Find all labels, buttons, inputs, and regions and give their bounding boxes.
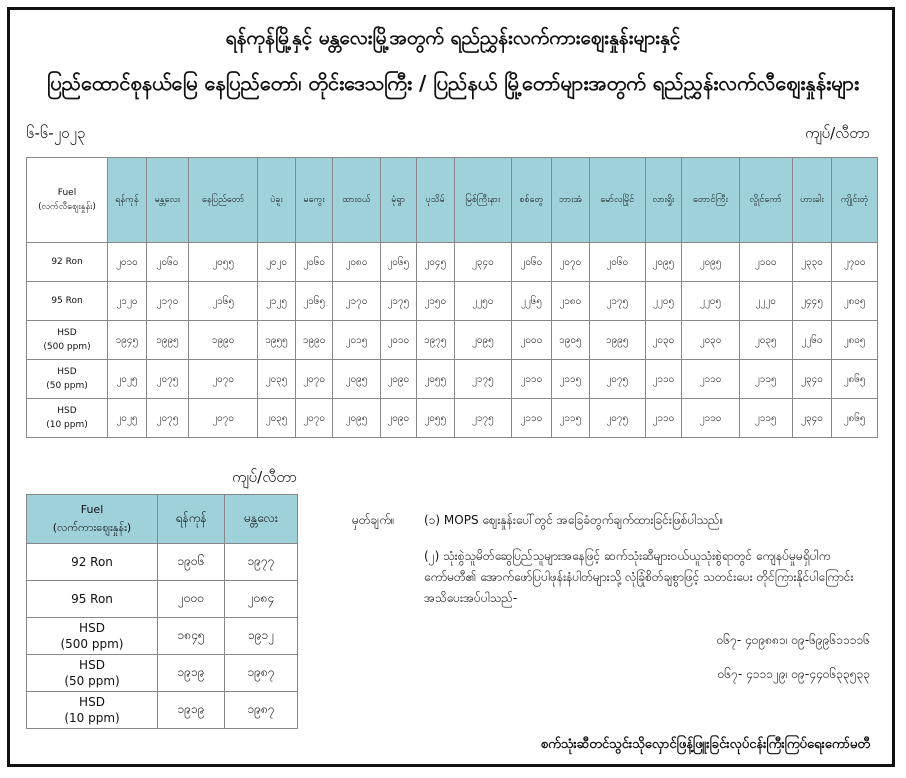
price-cell: ၂၁၇၀ [333, 282, 380, 321]
retail-price-table [26, 157, 878, 438]
price-cell: ၂၁၁၅ [551, 399, 589, 438]
fuel-type-name: HSD [57, 367, 77, 377]
city-header: တောင်ကြီး [682, 158, 740, 243]
price-cell: ၂၂၅၀ [454, 282, 512, 321]
wholesale-price-table [26, 494, 298, 729]
price-cell: ၁၈၄၅ [158, 618, 225, 655]
price-cell: ၂၁၁၀ [512, 399, 552, 438]
price-cell: ၂၀၂၅ [108, 360, 147, 399]
price-cell: ၁၉၁၂ [225, 618, 298, 655]
price-cell: ၂၀၉၀ [380, 360, 416, 399]
price-cell: ၂၂၆၅ [512, 282, 552, 321]
price-cell: ၂၁၆၅ [189, 282, 258, 321]
price-cell: ၂၁၆၅ [295, 282, 333, 321]
price-cell: ၁၉၄၅ [108, 321, 147, 360]
price-cell: ၂၁၁၅ [551, 360, 589, 399]
price-cell: ၁၉၀၆ [158, 544, 225, 581]
price-cell: ၂၁၂၅ [258, 282, 296, 321]
fuel-type-name: HSD [57, 328, 77, 338]
fuel-type-label [27, 618, 158, 655]
fuel-type-spec: (50 ppm) [64, 674, 120, 688]
fuel-type-label [27, 399, 108, 438]
price-cell: ၂၀၅၅ [416, 399, 454, 438]
city-header: မော်လမြိုင် [589, 158, 645, 243]
price-cell: ၂၁၁၀ [682, 360, 740, 399]
price-cell: ၂၀၆၀ [295, 243, 333, 282]
price-cell: ၂၀၇၅ [589, 360, 645, 399]
price-cell: ၂၈၀၅ [832, 282, 878, 321]
price-cell: ၂၀၃၅ [258, 360, 296, 399]
city-header: ဟားခါး [792, 158, 832, 243]
fuel-type-name: HSD [57, 406, 77, 416]
fuel-type-name: 92 Ron [51, 257, 83, 267]
price-cell: ၂၀၉၅ [645, 243, 682, 282]
city-header: မန္တလေး [146, 158, 188, 243]
price-cell: ၂၁၈၀ [551, 282, 589, 321]
price-cell: ၂၀၇၅ [589, 399, 645, 438]
price-cell: ၂၀၉၀ [380, 399, 416, 438]
table-row [27, 282, 878, 321]
price-cell: ၂၁၇၅ [589, 282, 645, 321]
price-cell: ၂၀၈၄ [225, 581, 298, 618]
fuel-type-name: 95 Ron [71, 592, 113, 606]
price-cell: ၂၀၇၀ [551, 243, 589, 282]
price-cell: ၁၉၁၉ [158, 655, 225, 692]
price-cell: ၂၀၉၅ [333, 360, 380, 399]
price-cell: ၂၀၇၅ [146, 360, 188, 399]
wholesale-fuel-header-label: Fuel [80, 503, 104, 516]
fuel-type-label [27, 321, 108, 360]
price-cell: ၂၃၄၀ [792, 360, 832, 399]
price-cell: ၁၉၉၅ [589, 321, 645, 360]
fuel-header-sub: (လက်လီဈေးနှုန်း) [38, 202, 96, 212]
city-header: လားရှိုး [645, 158, 682, 243]
fuel-type-name: HSD [79, 695, 105, 709]
fuel-type-spec: (50 ppm) [46, 381, 88, 391]
wholesale-col-mandalay: မန္တလေး [225, 495, 298, 544]
fuel-type-name: 95 Ron [51, 296, 83, 306]
phone-line-2: ၀၆၇- ၄၁၁၁၂၉၊ ၀၉-၄၄၀၆၃၃၅၃၃ [717, 667, 870, 681]
price-cell: ၂၁၇၅ [454, 360, 512, 399]
fuel-header [27, 158, 108, 243]
fuel-type-name: 92 Ron [71, 555, 113, 569]
price-cell: ၁၉၇၇ [225, 544, 298, 581]
price-cell: ၂၀၂၅ [108, 399, 147, 438]
price-cell: ၂၁၇၅ [380, 282, 416, 321]
city-header: မကွေး [295, 158, 333, 243]
price-cell: ၂၀၅၅ [189, 243, 258, 282]
fuel-type-label [27, 544, 158, 581]
date: ၆-၆-၂၀၂၃ [26, 124, 86, 142]
price-cell: ၂၀၇၀ [295, 360, 333, 399]
wholesale-fuel-header-sub: (လက်ကားဈေးနှုန်း) [52, 521, 132, 534]
price-cell: ၂၄၄၅ [792, 282, 832, 321]
price-cell: ၂၂၀၅ [645, 282, 682, 321]
fuel-type-name: HSD [79, 658, 105, 672]
fuel-type-spec: (10 ppm) [46, 420, 88, 430]
note-2: (၂) သုံးစွဲသူမိတ်ဆွေပြည်သူများအနေဖြင့် ဆက်သုံးဆီများဝယ်ယူသုံးစွဲရာတွင် ကျေနပ်မှုမရှိပါက ကော်မတီ၏ အောက်ဖော်ပြပါဖုန်းနံပါတ်များသို့ လုံခြုံစိတ်ချစွာဖြင့် သတင်းပေး တိုင်ကြားနိုင်ပါကြောင်း အသိပေးအပ်ပါသည်- [424, 549, 854, 605]
city-header: မြစ်ကြီးနား [454, 158, 512, 243]
retail-body [27, 243, 878, 438]
city-header: ပုသိမ် [416, 158, 454, 243]
fuel-type-label [27, 581, 158, 618]
price-cell: ၂၀၇၀ [189, 399, 258, 438]
price-cell: ၂၁၁၀ [645, 399, 682, 438]
note-1: (၁) MOPS ဈေးနှုန်းပေါ်တွင် အခြေခံတွက်ချက်ထားခြင်းဖြစ်ပါသည်။ [424, 513, 724, 527]
price-cell: ၂၀၃၀ [645, 321, 682, 360]
price-cell: ၂၀၀၀ [158, 581, 225, 618]
price-cell: ၂၈၆၅ [832, 399, 878, 438]
wholesale-col-yangon: ရန်ကုန် [158, 495, 225, 544]
price-cell: ၂၀၆၅ [380, 243, 416, 282]
price-cell: ၁၉၈၇ [225, 692, 298, 729]
price-cell: ၂၀၂၀ [258, 243, 296, 282]
price-cell: ၂၀၇၀ [295, 399, 333, 438]
price-cell: ၂၃၃၀ [792, 243, 832, 282]
city-header: ရန်ကုန် [108, 158, 147, 243]
fuel-type-spec: (500 ppm) [43, 342, 91, 352]
fuel-type-name: HSD [79, 621, 105, 635]
price-cell: ၂၁၀၀ [739, 243, 792, 282]
price-cell: ၁၉၉၅ [146, 321, 188, 360]
table-row [27, 581, 298, 618]
fuel-header-label: Fuel [57, 188, 77, 198]
price-cell: ၂၃၄၀ [454, 243, 512, 282]
city-header: လွိုင်ကော် [739, 158, 792, 243]
city-header: ပဲခူး [258, 158, 296, 243]
price-cell: ၂၃၄၀ [792, 399, 832, 438]
price-cell: ၁၉၇၅ [416, 321, 454, 360]
city-header: ဘားအံ [551, 158, 589, 243]
notes-label: မှတ်ချက်။ [352, 513, 395, 527]
price-cell: ၁၉၉၀ [189, 321, 258, 360]
table-row [27, 243, 878, 282]
price-cell: ၂၁၇၅ [454, 399, 512, 438]
price-cell: ၂၀၇၅ [146, 399, 188, 438]
city-header: ထားဝယ် [333, 158, 380, 243]
price-cell: ၂၁၁၅ [739, 399, 792, 438]
table-row [27, 618, 298, 655]
price-cell: ၂၀၇၀ [189, 360, 258, 399]
city-header: ကျိုင်းတုံ [832, 158, 878, 243]
title-line-2: ပြည်ထောင်စုနယ်မြေ နေပြည်တော်၊ တိုင်းဒေသကြီး / ပြည်နယ် မြို့တော်များအတွက် ရည်ညွှန်းလက်လီဈေးနှုန်းများ [46, 71, 860, 95]
price-cell: ၂၀၃၅ [739, 321, 792, 360]
price-cell: ၂၂၆၀ [792, 321, 832, 360]
price-cell: ၂၈၀၅ [832, 321, 878, 360]
price-cell: ၂၂၂၀ [739, 282, 792, 321]
wholesale-body [27, 544, 298, 729]
price-cell: ၂၁၇၀ [146, 282, 188, 321]
table-row [27, 321, 878, 360]
price-cell: ၂၁၁၀ [512, 360, 552, 399]
city-header: နေပြည်တော် [189, 158, 258, 243]
price-cell: ၂၀၆၀ [146, 243, 188, 282]
wholesale-fuel-header [27, 495, 158, 544]
wholesale-unit-label: ကျပ်/လီတာ [232, 468, 298, 486]
price-cell: ၂၀၁၀ [380, 321, 416, 360]
wholesale-header-row [27, 495, 298, 544]
price-cell: ၂၀၀၀ [512, 321, 552, 360]
price-cell: ၂၇၀၀ [832, 243, 878, 282]
price-cell: ၂၈၆၅ [832, 360, 878, 399]
unit-label: ကျပ်/လီတာ [804, 124, 870, 142]
table-row [27, 692, 298, 729]
fuel-type-label [27, 655, 158, 692]
price-cell: ၂၀၁၀ [108, 243, 147, 282]
price-cell: ၂၀၉၅ [454, 321, 512, 360]
fuel-type-label [27, 692, 158, 729]
price-cell: ၁၉၈၇ [225, 655, 298, 692]
price-cell: ၂၀၃၀ [682, 321, 740, 360]
price-cell: ၁၉၉၀ [295, 321, 333, 360]
table-row [27, 399, 878, 438]
phone-line-1: ၀၆၇- ၄၀၉၈၈၁၊ ၀၉-၆၉၉၆၁၁၁၁၆ [716, 633, 870, 647]
price-cell: ၂၁၁၀ [645, 360, 682, 399]
fuel-type-spec: (500 ppm) [60, 637, 124, 651]
price-cell: ၁၉၁၉ [158, 692, 225, 729]
title-line-1: ရန်ကုန်မြို့နှင့် မန္တလေးမြို့အတွက် ရည်ညွှန်းလက်ကားဈေးနှုန်းများနှင့် [225, 27, 681, 49]
fuel-type-label [27, 360, 108, 399]
price-cell: ၂၁၅၀ [416, 282, 454, 321]
price-cell: ၂၂၀၅ [682, 282, 740, 321]
price-cell: ၁၉၅၅ [258, 321, 296, 360]
table-row [27, 360, 878, 399]
price-cell: ၂၀၅၅ [416, 360, 454, 399]
price-cell: ၂၀၃၅ [258, 399, 296, 438]
city-header: မုံရွာ [380, 158, 416, 243]
price-cell: ၂၁၂၀ [108, 282, 147, 321]
price-cell: ၂၀၆၀ [512, 243, 552, 282]
fuel-type-label [27, 243, 108, 282]
table-row [27, 655, 298, 692]
price-cell: ၂၀၉၅ [682, 243, 740, 282]
issuer-footer: စက်သုံးဆီတင်သွင်းသိုလှောင်ဖြန့်ဖြူးခြင်းလုပ်ငန်းကြီးကြပ်ရေးကော်မတီ [540, 737, 870, 752]
price-cell: ၂၀၁၅ [333, 321, 380, 360]
fuel-type-label [27, 282, 108, 321]
table-row [27, 544, 298, 581]
price-cell: ၂၁၁၀ [682, 399, 740, 438]
city-header: စစ်တွေ [512, 158, 552, 243]
price-cell: ၂၀၄၅ [416, 243, 454, 282]
price-cell: ၁၉၀၅ [551, 321, 589, 360]
fuel-type-spec: (10 ppm) [64, 711, 120, 725]
price-cell: ၂၀၈၀ [333, 243, 380, 282]
price-cell: ၂၁၁၅ [739, 360, 792, 399]
price-cell: ၂၀၆၀ [589, 243, 645, 282]
retail-header-row [27, 158, 878, 243]
price-cell: ၂၀၉၅ [333, 399, 380, 438]
